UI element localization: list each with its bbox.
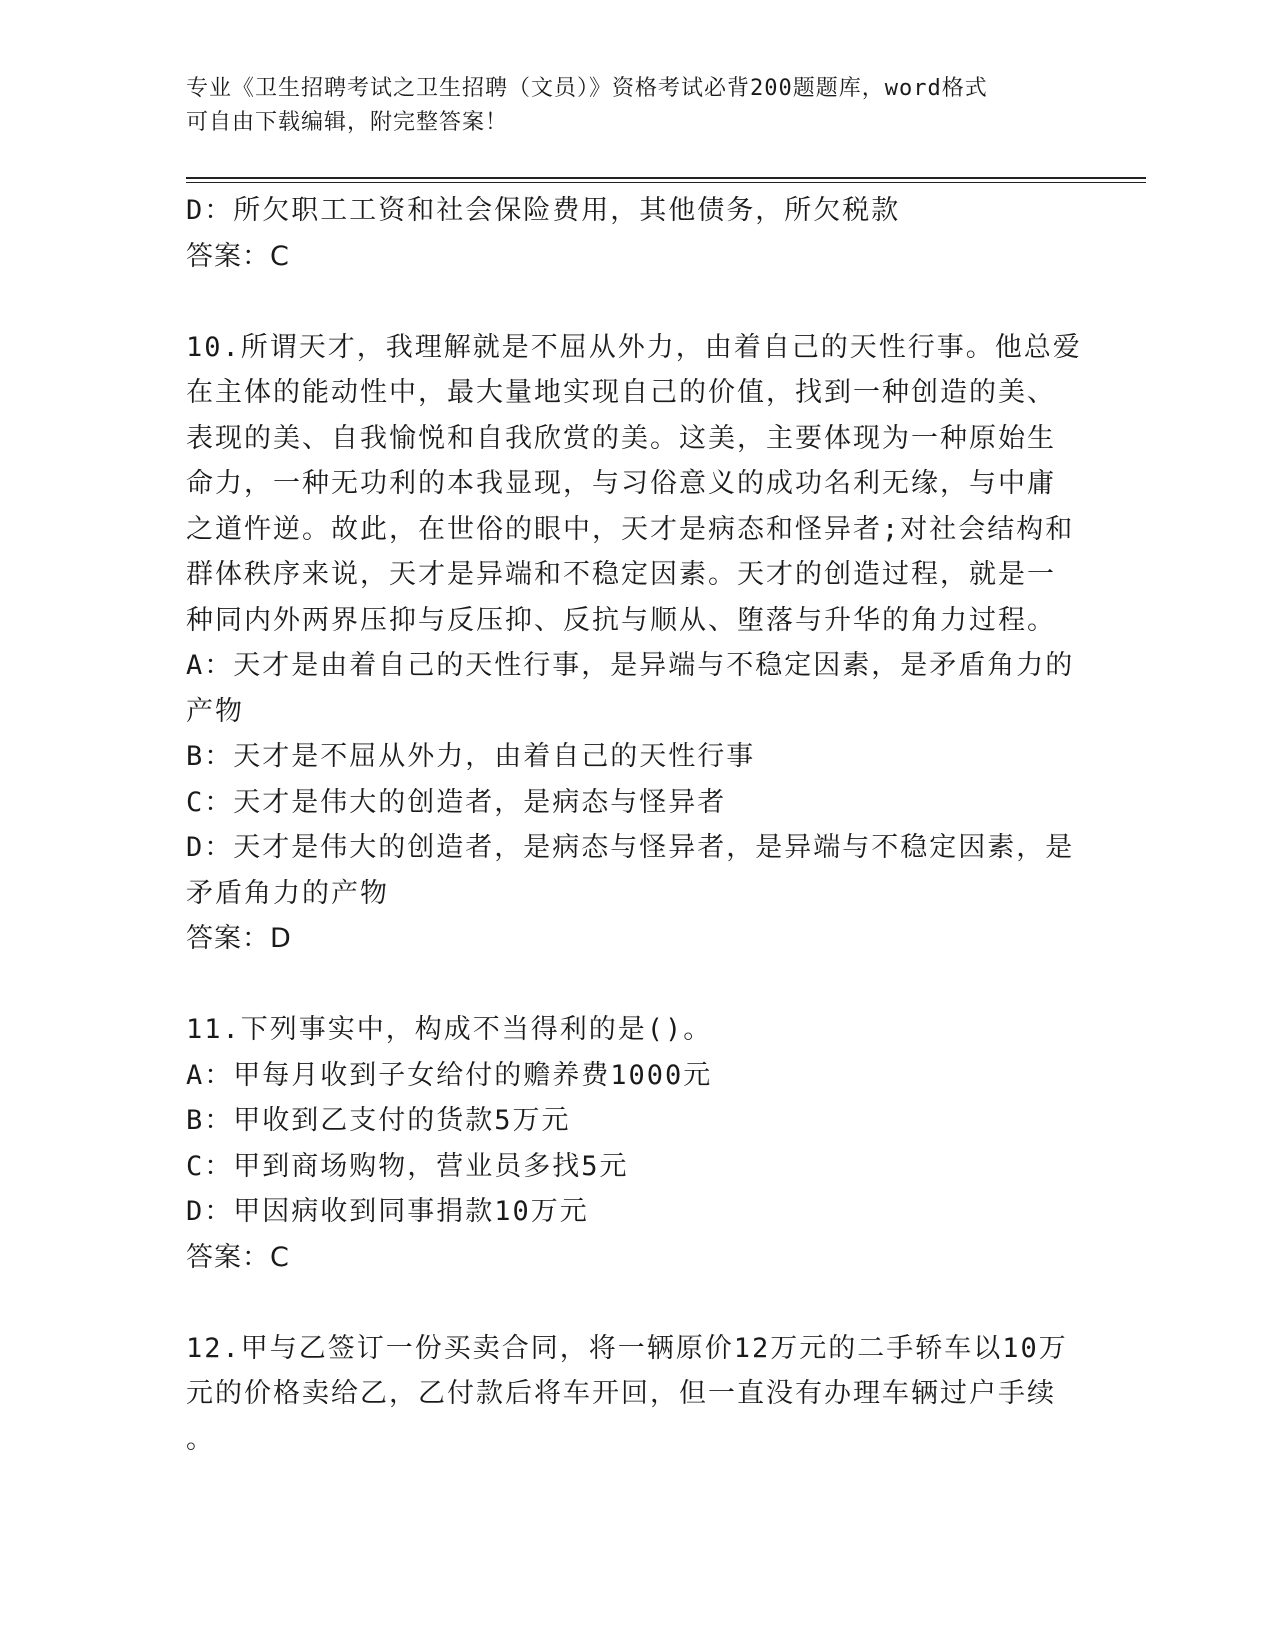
spacer bbox=[186, 1280, 1086, 1326]
header-divider bbox=[186, 177, 1146, 183]
q10-stem-line: 群体秩序来说，天才是异端和不稳定因素。天才的创造过程，就是一 bbox=[186, 559, 1056, 590]
q10-option-d-cont: 矛盾角力的产物 bbox=[186, 877, 389, 909]
q10-stem-line: 命力，一种无功利的本我显现，与习俗意义的成功名利无缘，与中庸 bbox=[186, 468, 1056, 499]
document-body bbox=[186, 188, 1086, 1462]
q10-stem-line: 在主体的能动性中，最大量地实现自己的价值，找到一种创造的美、 bbox=[186, 377, 1056, 408]
question-11 bbox=[186, 1007, 1086, 1280]
question-12 bbox=[186, 1326, 1086, 1463]
q10-option-b: B：天才是不屈从外力，由着自己的天性行事 bbox=[186, 741, 756, 772]
q10-option-a-cont: 产物 bbox=[186, 695, 244, 727]
q11-option-d: D：甲因病收到同事捐款10万元 bbox=[186, 1196, 589, 1227]
document-header bbox=[186, 72, 1086, 140]
q11-answer: 答案：C bbox=[186, 1241, 290, 1273]
q11-stem: 11.下列事实中，构成不当得利的是()。 bbox=[186, 1014, 713, 1045]
q12-stem-line: 12.甲与乙签订一份买卖合同，将一辆原价12万元的二手轿车以10万 bbox=[186, 1332, 1068, 1364]
prev-answer: 答案：C bbox=[186, 240, 290, 272]
q11-option-b: B：甲收到乙支付的货款5万元 bbox=[186, 1105, 571, 1136]
q10-stem-line: 之道忤逆。故此，在世俗的眼中，天才是病态和怪异者;对社会结构和 bbox=[186, 513, 1075, 545]
spacer bbox=[186, 962, 1086, 1008]
q12-stem-line: 。 bbox=[186, 1423, 215, 1455]
q10-stem-line: 种同内外两界压抑与反压抑、反抗与顺从、堕落与升华的角力过程。 bbox=[186, 604, 1056, 636]
q12-stem-line: 元的价格卖给乙，乙付款后将车开回，但一直没有办理车辆过户手续 bbox=[186, 1378, 1056, 1409]
spacer bbox=[186, 279, 1086, 325]
q10-option-c: C：天才是伟大的创造者，是病态与怪异者 bbox=[186, 786, 727, 818]
q10-stem-line: 表现的美、自我愉悦和自我欣赏的美。这美，主要体现为一种原始生 bbox=[186, 422, 1056, 454]
q10-answer: 答案：D bbox=[186, 923, 292, 954]
q10-option-d: D：天才是伟大的创造者，是病态与怪异者，是异端与不稳定因素，是 bbox=[186, 832, 1075, 863]
question-10 bbox=[186, 325, 1086, 962]
header-title-line-1: 专业《卫生招聘考试之卫生招聘（文员）》资格考试必背200题题库，word格式 bbox=[186, 76, 988, 101]
q11-option-a: A：甲每月收到子女给付的赡养费1000元 bbox=[186, 1059, 713, 1091]
q10-option-a: A：天才是由着自己的天性行事，是异端与不稳定因素，是矛盾角力的 bbox=[186, 650, 1075, 681]
prev-option-d: D：所欠职工工资和社会保险费用，其他债务，所欠税款 bbox=[186, 195, 901, 226]
q11-option-c: C：甲到商场购物，营业员多找5元 bbox=[186, 1150, 629, 1182]
header-title-line-2: 可自由下载编辑，附完整答案！ bbox=[186, 110, 509, 135]
q10-stem-line: 10.所谓天才，我理解就是不屈从外力，由着自己的天性行事。他总爱 bbox=[186, 331, 1082, 363]
